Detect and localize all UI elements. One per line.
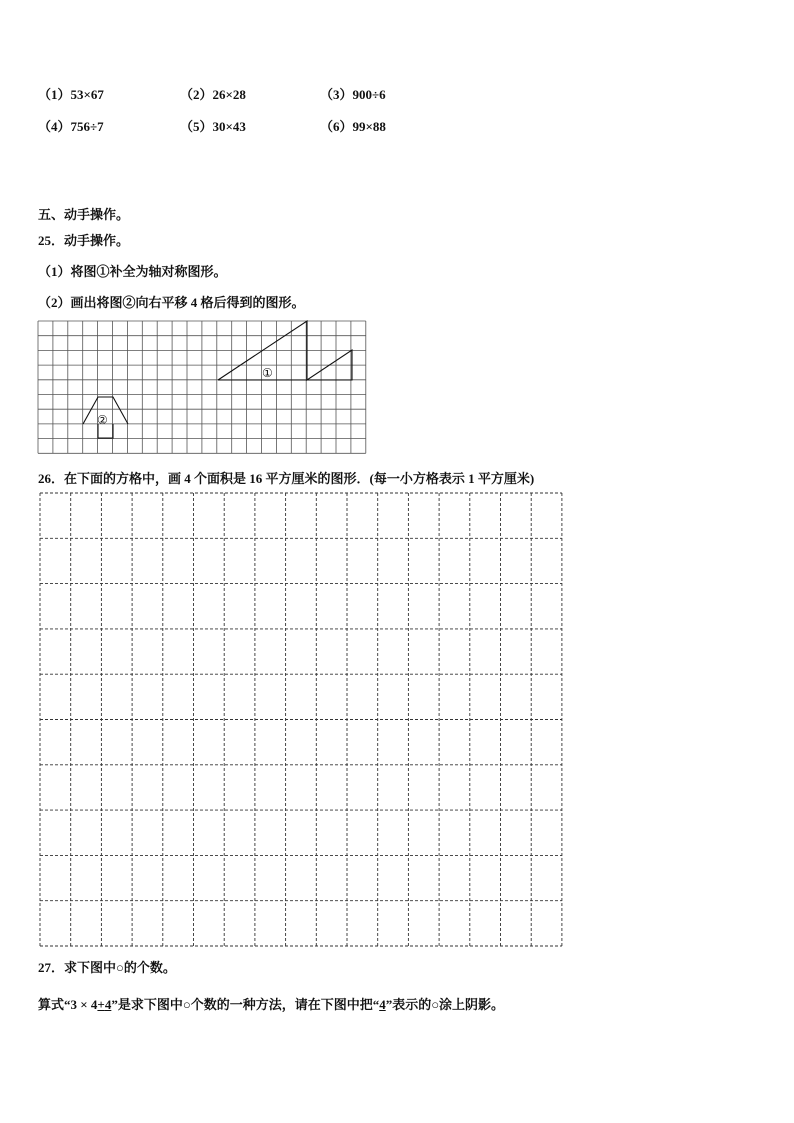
question-25-sub2: （2）画出将图②向右平移 4 格后得到的图形。 [38,295,305,310]
section-title: 五、动手操作。 [38,207,130,222]
question-25-sub1: （1）将图①补全为轴对称图形。 [38,264,227,279]
calc-expression: 99×88 [352,119,386,134]
calc-number: （4） [38,119,71,134]
question-27-title: 27．求下图中○的个数。 [38,960,176,975]
calc-number: （6） [320,119,353,134]
formula-plus: + [97,997,105,1012]
calc-expression: 53×67 [70,87,104,102]
formula-part-a: 算式“3 × 4 [38,997,98,1012]
question-25-title: 25．动手操作。 [38,233,130,248]
question-26-title: 26．在下面的方格中，画 4 个面积是 16 平方厘米的图形．(每一小方格表示 1 平方厘米) [38,471,535,486]
calc-expression: 26×28 [212,87,246,102]
calc-expression: 900÷6 [352,87,386,102]
instruction-underlined-term: 4 [379,997,386,1012]
instruction-part: ”是求下图中○个数的一种方法，请在下图中把“ [111,997,380,1012]
instruction-end: ”表示的○涂上阴影。 [385,997,505,1012]
figure-1-label: ① [262,366,273,380]
calc-expression: 756÷7 [70,119,104,134]
calc-number: （1） [38,87,71,102]
calc-expression: 30×43 [212,119,246,134]
figure-2-label: ② [97,413,108,427]
formula-underlined-term: 4 [104,997,112,1012]
question-27-text [38,994,504,1013]
calc-number: （2） [180,87,213,102]
calc-number: （3） [320,87,353,102]
calc-number: （5） [180,119,213,134]
